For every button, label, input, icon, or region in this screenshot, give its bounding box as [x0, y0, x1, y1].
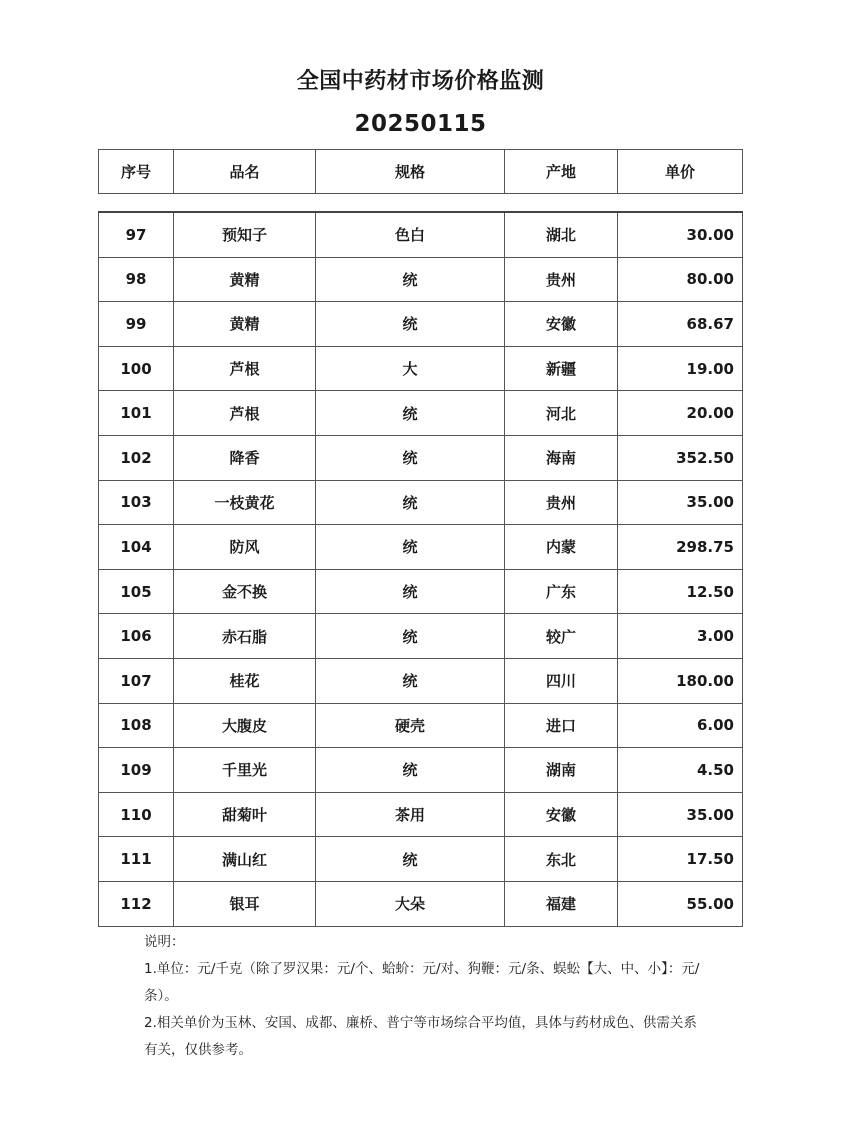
cell-origin: 进口: [505, 703, 618, 748]
cell-origin: 河北: [505, 391, 618, 436]
table-row: [99, 212, 743, 257]
cell-name: 黄精: [174, 302, 316, 347]
cell-index: 97: [99, 212, 174, 257]
cell-spec: 统: [316, 748, 505, 793]
cell-spec: 统: [316, 569, 505, 614]
cell-origin: 新疆: [505, 346, 618, 391]
cell-spec: 统: [316, 257, 505, 302]
cell-name: 满山红: [174, 837, 316, 882]
table-row: [99, 480, 743, 525]
table-row: [99, 837, 743, 882]
cell-index: 105: [99, 569, 174, 614]
notes-line-1: 1.单位：元/千克（除了罗汉果：元/个、蛤蚧：元/对、狗鞭：元/条、蜈蚣【大、中、小】：元/条）。: [144, 961, 700, 1004]
cell-origin: 四川: [505, 658, 618, 703]
table-row: [99, 435, 743, 480]
cell-price: 6.00: [618, 703, 743, 748]
cell-spec: 色白: [316, 212, 505, 257]
cell-name: 芦根: [174, 346, 316, 391]
cell-origin: 贵州: [505, 257, 618, 302]
cell-origin: 海南: [505, 435, 618, 480]
table-row: [99, 525, 743, 570]
table-row: [99, 391, 743, 436]
cell-name: 降香: [174, 435, 316, 480]
report-date: 20250115: [354, 111, 487, 137]
cell-index: 98: [99, 257, 174, 302]
cell-price: 30.00: [618, 212, 743, 257]
cell-index: 101: [99, 391, 174, 436]
cell-origin: 较广: [505, 614, 618, 659]
cell-price: 298.75: [618, 525, 743, 570]
cell-name: 甜菊叶: [174, 792, 316, 837]
cell-index: 107: [99, 658, 174, 703]
cell-price: 68.67: [618, 302, 743, 347]
cell-name: 银耳: [174, 881, 316, 926]
cell-index: 100: [99, 346, 174, 391]
cell-price: 17.50: [618, 837, 743, 882]
notes-heading: 说明：: [144, 934, 185, 950]
cell-spec: 统: [316, 658, 505, 703]
table-row: [99, 302, 743, 347]
cell-spec: 统: [316, 302, 505, 347]
cell-spec: 统: [316, 391, 505, 436]
cell-price: 180.00: [618, 658, 743, 703]
cell-index: 102: [99, 435, 174, 480]
cell-price: 4.50: [618, 748, 743, 793]
table-row: [99, 658, 743, 703]
table-header: [98, 149, 743, 194]
table-row: [99, 881, 743, 926]
cell-name: 预知子: [174, 212, 316, 257]
cell-spec: 统: [316, 480, 505, 525]
table-row: [99, 703, 743, 748]
cell-spec: 统: [316, 837, 505, 882]
cell-price: 20.00: [618, 391, 743, 436]
column-header-name: 品名: [174, 150, 316, 194]
cell-origin: 广东: [505, 569, 618, 614]
cell-origin: 东北: [505, 837, 618, 882]
cell-index: 103: [99, 480, 174, 525]
cell-origin: 湖南: [505, 748, 618, 793]
cell-index: 104: [99, 525, 174, 570]
cell-name: 桂花: [174, 658, 316, 703]
column-header-index: 序号: [99, 150, 174, 194]
cell-origin: 湖北: [505, 212, 618, 257]
cell-index: 110: [99, 792, 174, 837]
cell-name: 防风: [174, 525, 316, 570]
cell-index: 106: [99, 614, 174, 659]
cell-name: 千里光: [174, 748, 316, 793]
cell-origin: 安徽: [505, 792, 618, 837]
cell-price: 35.00: [618, 792, 743, 837]
table-row: [99, 792, 743, 837]
cell-spec: 统: [316, 614, 505, 659]
price-table: [98, 211, 743, 927]
cell-origin: 贵州: [505, 480, 618, 525]
cell-price: 352.50: [618, 435, 743, 480]
table-row: [99, 257, 743, 302]
cell-index: 112: [99, 881, 174, 926]
cell-price: 35.00: [618, 480, 743, 525]
cell-spec: 统: [316, 435, 505, 480]
notes-line-2: 2.相关单价为玉林、安国、成都、廉桥、普宁等市场综合平均值，具体与药材成色、供需关系有关，仅供参考。: [144, 1015, 697, 1058]
cell-name: 大腹皮: [174, 703, 316, 748]
cell-name: 赤石脂: [174, 614, 316, 659]
cell-price: 12.50: [618, 569, 743, 614]
cell-index: 111: [99, 837, 174, 882]
page-title: 全国中药材市场价格监测: [296, 69, 545, 94]
cell-name: 一枝黄花: [174, 480, 316, 525]
table-row: [99, 614, 743, 659]
column-header-spec: 规格: [316, 150, 505, 194]
column-header-price: 单价: [618, 150, 743, 194]
cell-price: 19.00: [618, 346, 743, 391]
cell-spec: 大: [316, 346, 505, 391]
cell-index: 99: [99, 302, 174, 347]
table-row: [99, 748, 743, 793]
cell-name: 芦根: [174, 391, 316, 436]
cell-origin: 福建: [505, 881, 618, 926]
cell-name: 金不换: [174, 569, 316, 614]
cell-price: 3.00: [618, 614, 743, 659]
cell-spec: 大朵: [316, 881, 505, 926]
cell-price: 55.00: [618, 881, 743, 926]
cell-index: 109: [99, 748, 174, 793]
cell-origin: 安徽: [505, 302, 618, 347]
column-header-origin: 产地: [505, 150, 618, 194]
cell-name: 黄精: [174, 257, 316, 302]
header-row: [99, 150, 743, 194]
cell-spec: 硬壳: [316, 703, 505, 748]
cell-index: 108: [99, 703, 174, 748]
table-row: [99, 569, 743, 614]
cell-price: 80.00: [618, 257, 743, 302]
table-row: [99, 346, 743, 391]
notes: [144, 929, 704, 1064]
cell-origin: 内蒙: [505, 525, 618, 570]
cell-spec: 统: [316, 525, 505, 570]
cell-spec: 茶用: [316, 792, 505, 837]
